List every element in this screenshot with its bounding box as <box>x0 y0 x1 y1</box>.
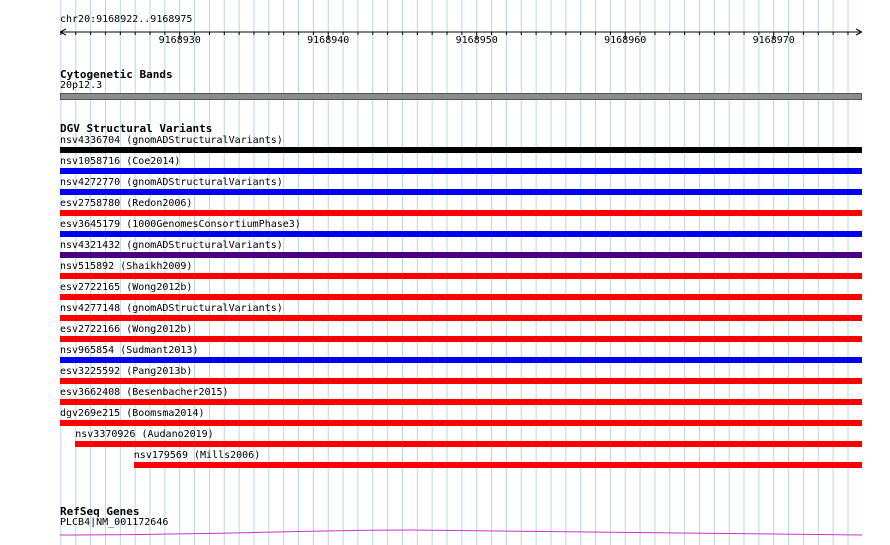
variant-bar[interactable] <box>60 357 862 363</box>
variant-bar[interactable] <box>60 168 862 174</box>
refseq-gene-feature[interactable] <box>60 524 862 536</box>
variant-bar[interactable] <box>60 294 862 300</box>
variant-label: nsv1058716 (Coe2014) <box>60 156 181 167</box>
refseq-genes-title: RefSeq Genes <box>60 505 140 518</box>
cytoband-bar[interactable] <box>60 93 862 100</box>
variant-label: dgv269e215 (Boomsma2014) <box>60 408 205 419</box>
variant-label: nsv515892 (Shaikh2009) <box>60 261 193 272</box>
variant-label: nsv3370926 (Audano2019) <box>75 429 214 440</box>
ruler-tick-label: 9168930 <box>158 35 201 46</box>
variant-label: nsv4336704 (gnomADStructuralVariants) <box>60 135 283 146</box>
ruler-tick-label: 9168970 <box>752 35 795 46</box>
variant-label: nsv4272770 (gnomADStructuralVariants) <box>60 177 283 188</box>
variant-bar[interactable] <box>60 315 862 321</box>
coordinate-range-label: chr20:9168922..9168975 <box>60 14 193 25</box>
variant-bar[interactable] <box>60 420 862 426</box>
variant-bar[interactable] <box>60 210 862 216</box>
refseq-gene-label: PLCB4|NM_001172646 <box>60 517 169 528</box>
variant-bar[interactable] <box>75 441 862 447</box>
variant-label: nsv965854 (Sudmant2013) <box>60 345 199 356</box>
cytoband-label: 20p12.3 <box>60 80 103 91</box>
gene-intron-line <box>60 530 862 535</box>
variant-bar[interactable] <box>60 399 862 405</box>
variant-label: esv2722165 (Wong2012b) <box>60 282 193 293</box>
variant-bar[interactable] <box>60 231 862 237</box>
ruler-tick-label: 9168950 <box>455 35 498 46</box>
dgv-structural-variants-title: DGV Structural Variants <box>60 122 213 135</box>
variant-label: nsv4277148 (gnomADStructuralVariants) <box>60 303 283 314</box>
variant-label: nsv179569 (Mills2006) <box>133 450 261 461</box>
variant-bar[interactable] <box>60 336 862 342</box>
variant-label: esv2722166 (Wong2012b) <box>60 324 193 335</box>
variant-label: esv3225592 (Pang2013b) <box>60 366 193 377</box>
variant-label: nsv4321432 (gnomADStructuralVariants) <box>60 240 283 251</box>
variant-bar[interactable] <box>60 378 862 384</box>
ruler-tick-label: 9168960 <box>604 35 647 46</box>
cytogenetic-bands-title: Cytogenetic Bands <box>60 68 173 81</box>
variant-bar[interactable] <box>60 252 862 258</box>
variant-bar[interactable] <box>60 147 862 153</box>
variant-label: esv3645179 (1000GenomesConsortiumPhase3) <box>60 219 301 230</box>
variant-label: esv3662408 (Besenbacher2015) <box>60 387 229 398</box>
variant-bar[interactable] <box>134 462 862 468</box>
variant-bar[interactable] <box>60 189 862 195</box>
variant-bar[interactable] <box>60 273 862 279</box>
ruler-tick-label: 9168940 <box>307 35 350 46</box>
variant-label: esv2758780 (Redon2006) <box>60 198 193 209</box>
